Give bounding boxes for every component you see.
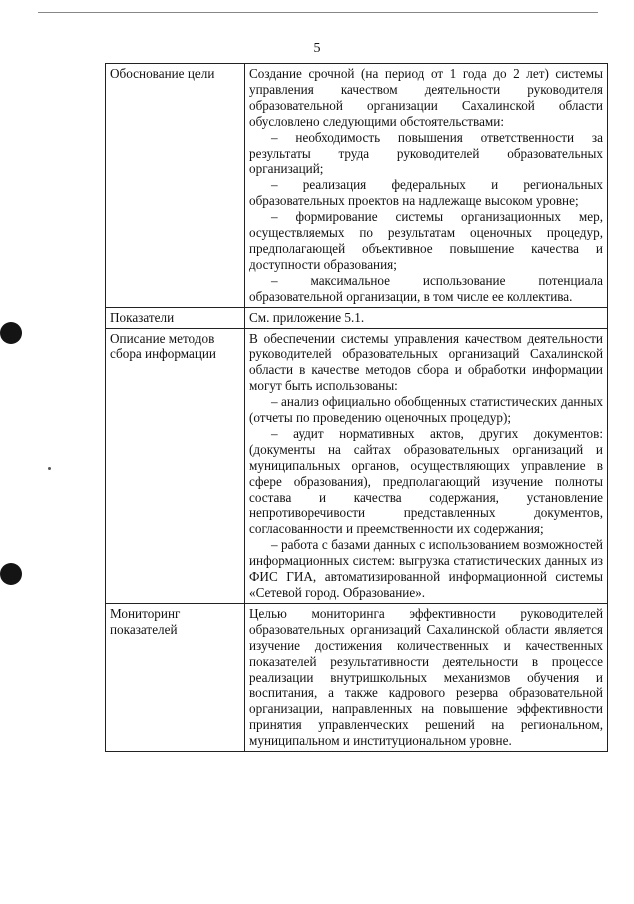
list-item: – формирование системы организационных мер, осуществляемых по результатам оценочных процедур, предполагающей объективное повышение качества и доступности образования; xyxy=(249,209,603,272)
list-item: – необходимость повышения ответственности за результаты труда руководителей образовательных организаций; xyxy=(249,129,603,177)
row-content-indicators xyxy=(245,307,608,328)
page-number: 5 xyxy=(313,41,321,56)
row-content-monitoring xyxy=(245,603,608,751)
row-label-monitoring: Мониторинг показателей xyxy=(106,603,245,751)
scan-edge-line xyxy=(38,12,598,13)
scan-speck xyxy=(48,467,51,470)
document-table xyxy=(105,63,608,752)
row-label-data-collection: Описание методов сбора информации xyxy=(106,328,245,603)
row-label-indicators: Показатели xyxy=(106,307,245,328)
table-row xyxy=(106,307,608,328)
table-row xyxy=(106,328,608,603)
row-content-data-collection xyxy=(245,328,608,603)
list-item: – аудит нормативных актов, других документов: (документы на сайтах образовательных организаций и муниципальных органов, осуществляющих управление в сфере образования), предполагающий изучение полноты состава и качества содержания, установление непротиворечивости представленных документов, согласованности и преемственности их содержания; xyxy=(249,425,603,537)
paragraph: Целью мониторинга эффективности руководителей образовательных организаций Сахалинской области является изучение достижения количественных и качественных показателей результативности деятельности в процессе реализации внутришкольных механизмов обучения и воспитания, а также кадрового резерва образовательной организации, направленных на повышение эффективности принятия управленческих решений на региональном, муниципальном и институциональном уровне. xyxy=(249,605,603,749)
list-item: – реализация федеральных и региональных образовательных проектов на надлежаще высоком уровне; xyxy=(249,177,603,209)
paragraph: См. приложение 5.1. xyxy=(249,309,365,325)
list-item: – анализ официально обобщенных статистических данных (отчеты по проведению оценочных процедур); xyxy=(249,394,603,426)
table-row xyxy=(106,64,608,308)
list-item: – работа с базами данных с использованием возможностей информационных систем: выгрузка статистических данных из ФИС ГИА, автоматизированной информационной системы «Сетевой город. Образование». xyxy=(249,537,603,600)
paragraph: В обеспечении системы управления качеством деятельности руководителей образовательных организаций Сахалинской области в качестве методов сбора и обработки информации могут быть использованы: xyxy=(249,330,603,394)
paragraph: Создание срочной (на период от 1 года до 2 лет) системы управления качеством деятельности руководителя образовательной организации Сахалинской области обусловлено следующими обстоятельствами: xyxy=(249,66,603,129)
list-item: – максимальное использование потенциала образовательной организации, в том числе ее коллектива. xyxy=(249,272,603,304)
table-row xyxy=(106,603,608,751)
row-content-goal-rationale xyxy=(245,64,608,308)
punch-hole-top xyxy=(0,322,22,344)
punch-hole-bottom xyxy=(0,563,22,585)
row-label-goal-rationale: Обоснование цели xyxy=(106,64,245,308)
